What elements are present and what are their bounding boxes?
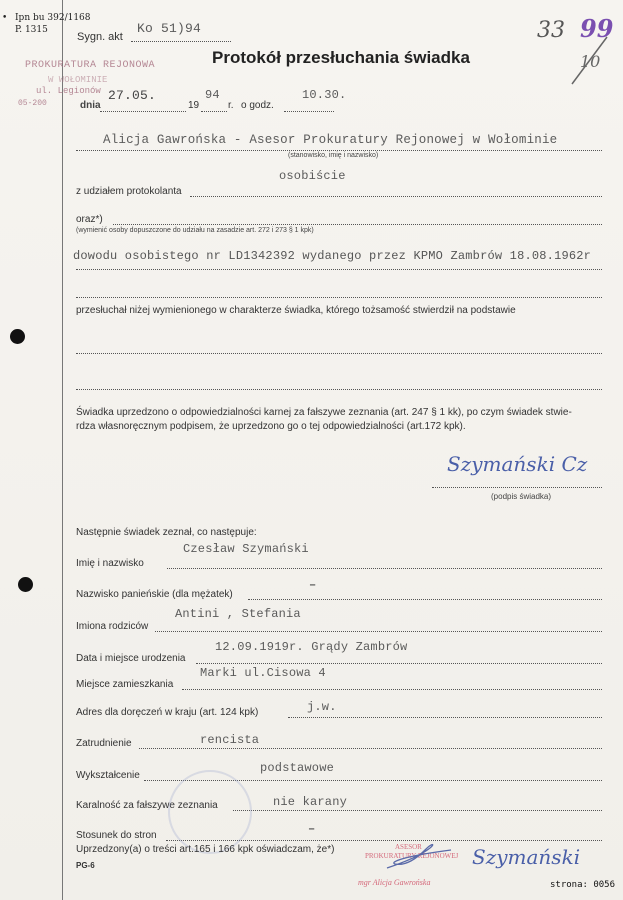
red-stamp-line2: PROKURATURY REJONOWEJ [365, 852, 459, 860]
round-seal [168, 770, 252, 854]
field-value: – [308, 822, 316, 836]
witness-signature-footer: Szymański [472, 845, 581, 869]
field-line [155, 631, 602, 632]
year-line [201, 111, 227, 112]
field-value: nie karany [273, 795, 348, 809]
field-label: Imiona rodziców [76, 621, 149, 632]
field-label: Wykształcenie [76, 770, 140, 781]
witness-signature: Szymański Cz [447, 452, 588, 476]
field-value: j.w. [307, 700, 337, 714]
warning-line1: Świadka uprzedzono o odpowiedzialności karnej za fałszywe zeznania (art. 247 § 1 kk), po czym świadek stwie- [76, 407, 572, 418]
id-document-value: dowodu osobistego nr LD1342392 wydanego przez KPMO Zambrów 18.08.1962r [73, 249, 592, 263]
handwritten-strike-mark [562, 32, 612, 87]
official-line [76, 150, 602, 151]
year-value: 94 [205, 88, 220, 102]
recorder-label: z udziałem protokolanta [76, 186, 182, 197]
case-number-label: Sygn. akt [77, 31, 123, 43]
time-label: o godz. [241, 100, 274, 111]
field-label: Adres dla doręczeń w kraju (art. 124 kpk) [76, 707, 259, 718]
field-line [182, 689, 602, 690]
field-line [233, 810, 602, 811]
blank-line-1 [76, 353, 602, 354]
recorder-value: osobiście [279, 169, 346, 183]
red-stamp-line1: ASESOR [395, 843, 422, 851]
official-value: Alicja Gawrońska - Asesor Prokuratury Rejonowej w Wołominie [103, 133, 558, 147]
field-line [167, 568, 602, 569]
time-value: 10.30. [302, 88, 347, 102]
id-document-line-1 [76, 269, 602, 270]
field-label: Zatrudnienie [76, 738, 132, 749]
others-line [113, 224, 602, 225]
field-line [288, 717, 602, 718]
date-label: dnia [80, 100, 101, 111]
field-value: 12.09.1919r. Grądy Zambrów [215, 640, 408, 654]
field-label: Imię i nazwisko [76, 558, 144, 569]
field-label: Karalność za fałszywe zeznania [76, 800, 218, 811]
stamp-line3: ul. Legionów [36, 86, 101, 96]
margin-line [62, 0, 63, 900]
others-caption: (wymienić osoby dopuszczone do udziału na zasadzie art. 272 i 273 § 1 kpk) [76, 227, 314, 234]
punch-hole-1 [10, 329, 25, 344]
case-number-value: Ko 51)94 [137, 21, 202, 36]
date-line [100, 111, 186, 112]
archive-ref-line1: Ipn bu 392/1168 [15, 13, 91, 23]
others-label: oraz*) [76, 214, 103, 225]
page-number: strona: 0056 [550, 880, 616, 890]
field-label: Data i miejsce urodzenia [76, 653, 186, 664]
handwritten-number-99: 99 [580, 14, 614, 43]
testimony-intro: Następnie świadek zeznał, co następuje: [76, 527, 257, 538]
form-code: PG-6 [76, 861, 95, 870]
date-value: 27.05. [108, 88, 157, 103]
official-caption: (stanowisko, imię i nazwisko) [288, 152, 379, 159]
field-value: Czesław Szymański [183, 542, 309, 556]
warning-line2: rdza własnoręcznym podpisem, że uprzedzono go o tej odpowiedzialności (art.172 kpk). [76, 421, 466, 432]
case-number-line [131, 41, 231, 42]
handwritten-number-33: 33 [537, 18, 565, 43]
year-prefix: 19 [188, 100, 200, 111]
field-value: Marki ul.Cisowa 4 [200, 666, 326, 680]
blank-line-2 [76, 389, 602, 390]
archive-ref-line2: P. 1315 [15, 25, 48, 35]
time-line [284, 111, 334, 112]
handwritten-number-10: 10 [580, 52, 601, 71]
stamp-line4: 05-200 [18, 99, 47, 108]
field-line [196, 663, 602, 664]
field-value: podstawowe [260, 761, 335, 775]
page-title: Protokół przesłuchania świadka [212, 48, 470, 67]
punch-hole-2 [18, 577, 33, 592]
witness-signature-line [432, 487, 602, 488]
field-value: – [309, 578, 317, 592]
field-line [139, 748, 602, 749]
field-value: Antini , Stefania [175, 607, 301, 621]
field-label: Miejsce zamieszkania [76, 679, 174, 690]
footer-statement: Uprzedzony(a) o treści art.165 i 166 kpk oświadczam, że*) [76, 844, 335, 855]
year-suffix: r. [228, 100, 234, 111]
red-stamp-name: mgr Alicja Gawrońska [358, 878, 431, 887]
bullet-mark: • [2, 13, 8, 23]
stamp-line2: W WOŁOMINIE [48, 75, 108, 85]
field-label: Nazwisko panieńskie (dla mężatek) [76, 589, 233, 600]
field-value: rencista [200, 733, 260, 747]
field-label: Stosunek do stron [76, 830, 157, 841]
recorder-line [190, 196, 602, 197]
id-document-line-2 [76, 297, 602, 298]
prosecutor-signature-mark [385, 842, 455, 872]
identity-statement: przesłuchał niżej wymienionego w charakterze świadka, którego tożsamość stwierdził na podstawie [76, 305, 516, 316]
field-line [248, 599, 602, 600]
stamp-line1: PROKURATURA REJONOWA [25, 60, 156, 71]
witness-signature-caption: (podpis świadka) [491, 492, 552, 501]
